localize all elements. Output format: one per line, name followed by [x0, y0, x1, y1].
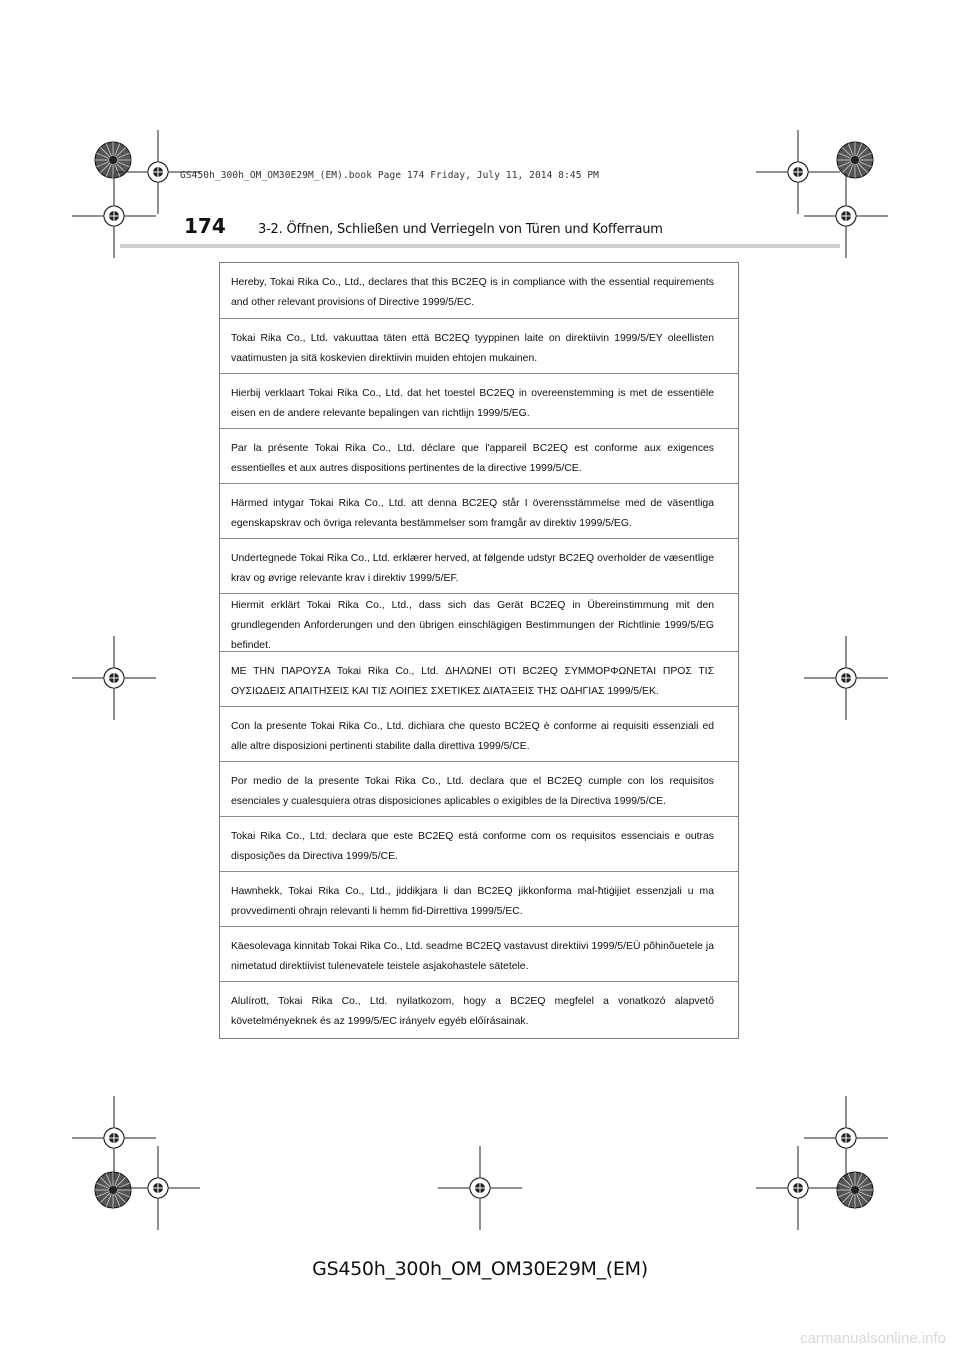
declaration-text: Tokai Rika Co., Ltd. vakuuttaa täten että BC2EQ tyyppinen laite on direktiivin 1999/5/EY oleellisten vaatimusten ja sitä koskevien direktiivin muiden ehtojen mukainen. [231, 333, 714, 364]
declaration-text: Par la présente Tokai Rika Co., Ltd. déclare que l'appareil BC2EQ est conforme aux exigences essentielles et aux autres dispositions pertinentes de la directive 1999/5/CE. [231, 443, 714, 474]
declaration-text: Härmed intygar Tokai Rika Co., Ltd. att denna BC2EQ står I överensstämmelse med de väsentliga egenskapskrav och övriga relevanta bestämmelser som framgår av direktiv 1999/5/EG. [231, 498, 714, 529]
watermark: carmanualsonline.info [800, 1330, 946, 1347]
declaration-text: Hiermit erklärt Tokai Rika Co., Ltd., dass sich das Gerät BC2EQ in Übereinstimmung mit den grundlegenden Anforderungen und den übrigen einschlägigen Bestimmungen der Richtlinie 1999/5/EG befindet. [231, 600, 714, 651]
declaration-text: Con la presente Tokai Rika Co., Ltd. dichiara che questo BC2EQ è conforme ai requisiti essenziali ed alle altre disposizioni pertinenti stabilite dalla direttiva 1999/5/CE. [231, 721, 714, 752]
crosshair-mark-icon [756, 130, 840, 214]
crosshair-mark-icon [72, 1096, 156, 1180]
declaration-row-greek [220, 651, 738, 706]
star-mark-icon [837, 1172, 873, 1208]
crosshair-mark-icon [116, 1146, 200, 1230]
declaration-text: Tokai Rika Co., Ltd. declara que este BC2EQ está conforme com os requisitos essenciais e outras disposições da Directiva 1999/5/CE. [231, 831, 714, 862]
crosshair-mark-icon [756, 1146, 840, 1230]
declaration-row-maltese [220, 871, 738, 926]
star-mark-icon [95, 1172, 131, 1208]
declaration-row-swedish [220, 483, 738, 538]
declarations-table [219, 262, 739, 1039]
crosshair-mark-icon [804, 636, 888, 720]
declaration-row-spanish [220, 761, 738, 816]
declaration-row-finnish [220, 318, 738, 373]
declaration-row-dutch [220, 373, 738, 428]
declaration-text: Alulírott, Tokai Rika Co., Ltd. nyilatkozom, hogy a BC2EQ megfelel a vonatkozó alapvető követelményeknek és az 1999/5/EC irányelv egyéb előírásainak. [231, 996, 714, 1027]
declaration-row-portuguese [220, 816, 738, 871]
declaration-row-english [220, 263, 738, 318]
declaration-text: Käesolevaga kinnitab Tokai Rika Co., Ltd. seadme BC2EQ vastavust direktiivi 1999/5/EÜ põhinõuetele ja nimetatud direktiivist tulenevatele teistele asjakohastele sätetele. [231, 941, 714, 972]
declaration-row-french [220, 428, 738, 483]
declaration-text: Undertegnede Tokai Rika Co., Ltd. erklærer herved, at følgende udstyr BC2EQ overholder de væsentlige krav og øvrige relevante krav i direktiv 1999/5/EF. [231, 553, 714, 584]
crosshair-mark-icon [438, 1146, 522, 1230]
star-mark-icon [95, 142, 131, 178]
section-title: 3-2. Öffnen, Schließen und Verriegeln von Türen und Kofferraum [258, 222, 663, 237]
declaration-row-estonian [220, 926, 738, 981]
declaration-row-hungarian [220, 981, 738, 1038]
declaration-text: Hierbij verklaart Tokai Rika Co., Ltd. dat het toestel BC2EQ in overeenstemming is met de essentiële eisen en de andere relevante bepalingen van richtlijn 1999/5/EG. [231, 388, 714, 419]
crosshair-mark-icon [72, 636, 156, 720]
declaration-row-italian [220, 706, 738, 761]
star-mark-icon [837, 142, 873, 178]
crosshair-mark-icon [804, 1096, 888, 1180]
declaration-text: Por medio de la presente Tokai Rika Co., Ltd. declara que el BC2EQ cumple con los requisitos esenciales y cualesquiera otras disposiciones aplicables o exigibles de la Directiva 1999/5/CE. [231, 776, 714, 807]
declaration-text: ΜΕ ΤΗΝ ΠΑΡΟΥΣΑ Tokai Rika Co., Ltd. ΔΗΛΩΝΕΙ ΟΤΙ BC2EQ ΣΥΜΜΟΡΦΩΝΕΤΑΙ ΠΡΟΣ ΤΙΣ ΟΥΣΙΩΔΕΙΣ ΑΠΑΙΤΗΣΕΙΣ ΚΑΙ ΤΙΣ ΛΟΙΠΕΣ ΣΧΕΤΙΚΕΣ ΔΙΑΤΑΞΕΙΣ ΤΗΣ ΟΔΗΓΙΑΣ 1999/5/ΕΚ. [231, 666, 714, 697]
page-number: 174 [184, 214, 226, 238]
declaration-text: Hawnhekk, Tokai Rika Co., Ltd., jiddikjara li dan BC2EQ jikkonforma mal-ħtiġijiet essenzjali u ma provvedimenti oħrajn relevanti li hemm fid-Dirrettiva 1999/5/EC. [231, 886, 714, 917]
book-info-line: GS450h_300h_OM_OM30E29M_(EM).book Page 174 Friday, July 11, 2014 8:45 PM [180, 170, 600, 181]
document-code: GS450h_300h_OM_OM30E29M_(EM) [312, 1258, 648, 1280]
declaration-text: Hereby, Tokai Rika Co., Ltd., declares that this BC2EQ is in compliance with the essential requirements and other relevant provisions of Directive 1999/5/EC. [231, 277, 714, 308]
header-rule [120, 244, 840, 248]
declaration-row-danish [220, 538, 738, 593]
declaration-row-german [220, 593, 738, 651]
